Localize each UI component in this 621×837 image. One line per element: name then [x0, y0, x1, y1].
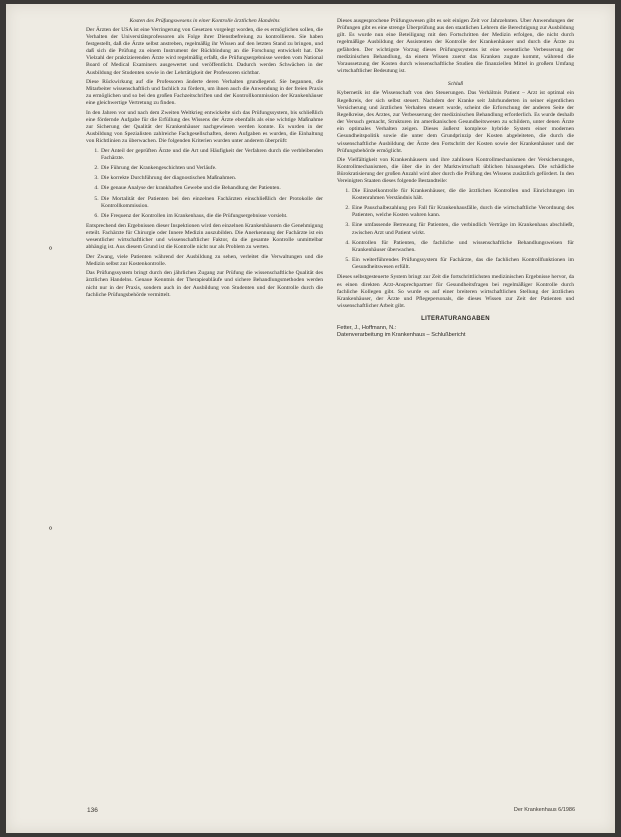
paragraph: In den Jahren vor und nach dem Zweiten Weltkrieg entwickelte sich das Prüfungssystem, bis schließlich eine fördernde Aufgabe für die Erfüllung des Wissens der Ärzte ebenfalls als eine wichtige Maßnahme zur Sicherung der Qualität der Krankenhäuser nachgewiesen werden konnte. Es wurden in der Ausbildung von Spezialisten zahlreiche Fachgesellschaften, deren Aufgaben es wurden, die Einhaltung von Richtlinien zu überwachen. Die folgenden Kriterien wurden unter anderem überprüft:	[86, 109, 323, 145]
paragraph: Die Vielfältigkeit von Krankenhäusern und ihre zahllosen Kontrollmechanismen der Versicherungen, Kontrollmechanismen, die über die in der Marktwirtschaft üblichen hinausgehen. Die schädliche Bürokratisierung der großen Anzahl wird aber durch die Prüfung des Wissens zusätzlich gefördert. In den Vereinigten Staaten dieses folgende Bestandteile:	[337, 157, 574, 185]
literature-entry: Fetter, J., Hoffmann, N.:	[337, 325, 397, 332]
journal-footer: Der Krankenhaus 6/1986	[513, 807, 575, 813]
literature-entry: Datenverarbeitung im Krankenhaus – Schlußbericht	[337, 332, 466, 339]
list-item: 2. Die Führung der Krankengeschichten und Verläufe.	[100, 165, 323, 172]
list-item: 2. Eine Pauschalbezahlung pro Fall für Krankenhausfälle, durch die wirtschaftliche Verordnung des Patienten, welche Kosten wahren kann.	[351, 205, 574, 219]
list-item: 3. Eine umfassende Betreuung für Patienten, die verbindlich Verträge im Krankenhaus abschließt, zwischen Arzt und Patient wirkt.	[351, 222, 574, 236]
list-item: 5. Ein weiterführendes Prüfungssystem für Fachärzte, das die fachlichen Kontrollfunktionen im Gesundheitswesen erfüllt.	[351, 257, 574, 271]
page-number: 136	[87, 807, 98, 814]
list-item: 4. Kontrollen für Patienten, die fachliche und wissenschaftliche Behandlungsweisen für Krankenhäuser überwachen.	[351, 240, 574, 254]
list-item: 4. Die genaue Analyse der krankhaften Gewebe und die Behandlung der Patienten.	[100, 185, 323, 192]
right-column	[337, 18, 574, 778]
list-item: 1. Der Anteil der geprüften Ärzte und die Art und Häufigkeit der Verfahren durch die verbleibenden Fachärzte.	[100, 148, 323, 162]
punch-hole-mark: ⚬	[46, 523, 55, 533]
literature-heading: LITERATURANGABEN	[421, 316, 490, 323]
document-page	[6, 4, 615, 833]
paragraph: Dieses selbstgesteuerte System bringt zur Zeit die fortschrittlichsten medizinischen Ergebnisse hervor, da es einen direkten Arzt-Ansprechpartner für Gesundheitsfragen bei regelmäßiger Kontrolle durch fachliche Kollegen gibt. So wurde es auf einer breiteren wirtschaftlichen Stellung der ärztlichen Krankenhäuser, der Ärzte und Pflegepersonals, die dieses Wissen zur Zeit der Patienten und wissenschaftlicher Arbeit gibt.	[337, 274, 574, 309]
section-heading: Kosten des Prüfungswesens in einer Kontrolle ärztlichen Handelns	[129, 18, 280, 24]
section-heading: Schluß	[447, 81, 464, 88]
paragraph: Der Ärzten der USA ist eine Verringerung von Gesetzen vorgelegt worden, die es ermöglichen sollen, die Verhalten der Universitätsprofessoren als Folge ihrer Dienstbefreiung zu kontrollieren. Sie haben festgestellt, daß die Ärzte selbst anstreben, regelmäßig ihr Wissen auf den letzten Stand zu bringen, und daß sich die Prüfung zu einem Instrument der Rückbindung an die Forschung entwickelt hat. Die Vielzahl der praktizierenden Ärzte wird regelmäßig erfaßt, die Prüfungsergebnisse werden vom National Board of Medical Examiners ausgewertet und veröffentlicht. Dadurch werden Schwächen in der Ausbildung der Studenten sowie in der Lehrtätigkeit der Professoren sichtbar.	[86, 26, 323, 76]
paragraph: Dieses ausgesprochene Prüfungswesen gibt es seit einigen Zeit vor Jahrzehnten. Über Anwendungen der Prüfungen gibt es eine strenge Überprüfung aus den staatlichen Lehrern die Berechtigung zur Ausbildung gilt. Es wurde nun eine Beteiligung mit den Fortschritten der Medizin erfolgen, die nicht durch regelmäßige Ausbildung der Assistenten der Kontrolle der Krankenhäuser und durch die Ärzte zu gefährden. Der wichtigste Vorzug dieses Prüfungssystems ist eine wesentliche Verbesserung der medizinischen Behandlung, da einem Wissen zuerst das Kranken zugute kommt, während die Voraussetzung der Kosten durch wissenschaftliche Studien die finanziellen Mittel in großem Umfang wirtschaftlicher Bedeutung ist.	[337, 18, 574, 75]
paragraph: Das Prüfungssystem bringt durch den jährlichen Zugang zur Prüfung die wissenschaftliche Qualität des ärztlichen Handelns. Genaue Kenntnis der Therapieabläufe und sichere Behandlungsmethoden werden nicht nur in der Praxis, sondern auch in der Ausbildung von Studenten und der Kontrolle durch die fachliche Prüfungsbehörde vermittelt.	[86, 270, 323, 298]
paragraph: Kybernetik ist die Wissenschaft von den Steuerungen. Das Verhältnis Patient – Arzt ist optimal ein Regelkreis, der sich selbst steuert. Nachdem der Kranke seit Jahrhunderten in seiner eigentlichen Versicherung und ärztlichen Verhalten steuert wurde, scheint die Erforschung der anderen Seite der Regelkreise, des Arztes, zur Verbesserung der medizinischen Behandlung erforderlich. Es wurde deshalb der Versuch gemacht, Strukturen im amerikanischen Gesundheitswesen zu schildern, unter denen Ärzte ein optimales Verhalten zeigen. Dieses äußerst komplexe hybride System einer modernen Gesundheitspolitik sowie die unter dem Grundprinzip der Kosten abgeleiteten, die durch die wissenschaftliche Ausbildung der Ärzte den Fortschritt der Kosten sowie der Krankenhäuser und der Prüfungsbehörde ermöglicht.	[337, 90, 574, 154]
list-item: 5. Die Mortalität der Patienten bei den einzelnen Fachärzten einschließlich der Protokolle der Kontrollkommission.	[100, 196, 323, 210]
list-item: 6. Die Frequenz der Kontrollen im Krankenhaus, die die Prüfungsergebnisse vorsieht.	[100, 213, 323, 220]
punch-hole-mark: ⚬	[46, 243, 55, 253]
list-item: 3. Die korrekte Durchführung der diagnostischen Maßnahmen.	[100, 175, 323, 182]
criteria-list	[86, 148, 323, 220]
list-item: 1. Die Einzelkontrolle für Krankenhäuser, die die ärztlichen Kontrollen und Einrichtungen im Kostenrahmen Verständnis hält.	[351, 188, 574, 202]
paragraph: Diese Rückwirkung auf die Professoren änderte deren Verhalten grundlegend. Sie begannen, die Mitarbeiter wissenschaftlich und fachlich zu fördern, um ihnen auch die Anwendung in der freien Praxis zu ermöglichen und so bei den großen Fachzeitschriften und der Kontrollkommission der Krankenhäuser eine gleichwertige Vertretung zu finden.	[86, 78, 323, 107]
components-list	[337, 188, 574, 272]
paragraph: Entsprechend den Ergebnissen dieser Inspektionen wird den einzelnen Krankenhäusern die Genehmigung erteilt. Fachärzte für Chirurgie oder Innere Medizin auszubilden. Die Anerkennung der Fachärzte ist ein wesentlicher wirtschaftlicher und wissenschaftlicher Faktor, da die gesamte Kontrolle unmittelbar abhängig ist. Aus diesem Grund ist die Kontrolle nicht nur als Problem zu werten.	[86, 222, 323, 251]
left-column	[86, 18, 323, 786]
paragraph: Der Zwang, viele Patienten während der Ausbildung zu sehen, verleitet die Verwaltungen und die Medizin selbst zur Kostenkontrolle.	[86, 253, 323, 267]
